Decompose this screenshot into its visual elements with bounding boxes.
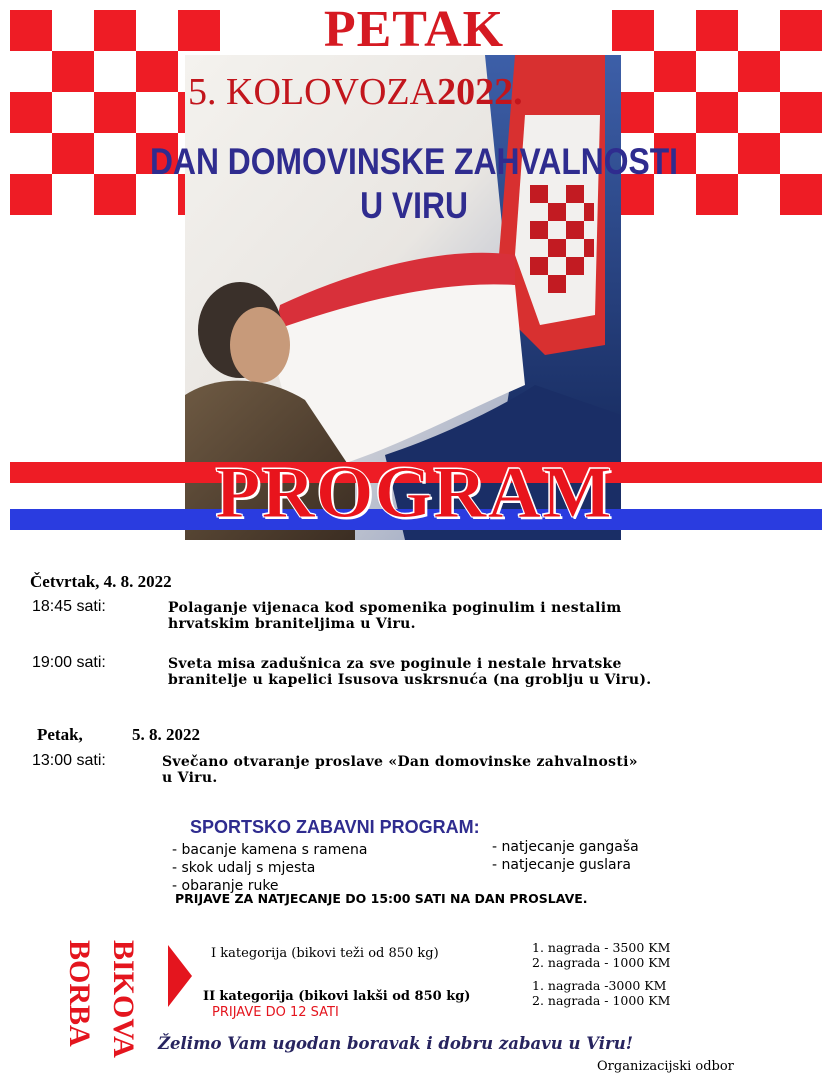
category2-label xyxy=(203,989,470,1004)
day2-item1-line1: Svečano otvaranje proslave «Dan domovinske zahvalnosti» xyxy=(162,754,638,770)
day2-item1-desc xyxy=(162,754,638,786)
day2-item1-line2: u Viru. xyxy=(162,770,218,787)
prize-line: 1. nagrada -3000 KM xyxy=(532,978,667,993)
event-title-line2: U VIRU xyxy=(360,185,468,227)
prize-line: 2. nagrada - 1000 KM xyxy=(532,955,671,970)
sport-item: - natjecanje guslara xyxy=(492,857,631,873)
day-title: PETAK xyxy=(323,1,505,58)
sport-item: - bacanje kamena s ramena xyxy=(172,842,368,858)
sport-item: - skok udalj s mjesta xyxy=(172,860,316,876)
sport-item: - obaranje ruke xyxy=(172,878,279,894)
category2-prizes xyxy=(532,978,670,1008)
sport-item: - natjecanje gangaša xyxy=(492,839,639,855)
day1-item2-desc xyxy=(168,656,651,688)
event-title xyxy=(58,140,770,229)
event-title-line1: DAN DOMOVINSKE ZAHVALNOSTI xyxy=(150,141,678,182)
day2-label: Petak, xyxy=(37,725,83,744)
day1-heading: Četvrtak, 4. 8. 2022 xyxy=(30,572,172,591)
category1-prizes xyxy=(532,940,670,970)
closing-wish: Želimo Vam ugodan boravak i dobru zabavu u Viru! xyxy=(158,1034,633,1053)
prize-line: 2. nagrada - 1000 KM xyxy=(532,993,671,1008)
sport-left-list xyxy=(172,841,367,895)
program-banner-title: PROGRAM xyxy=(215,452,613,534)
bullfight-registration: PRIJAVE DO 12 SATI xyxy=(212,1005,339,1020)
day1-item1-time: 18:45 sati: xyxy=(32,598,106,615)
day1-item1-desc xyxy=(168,600,621,632)
day1-item2-time: 19:00 sati: xyxy=(32,654,106,671)
year-text: 2022. xyxy=(437,71,523,113)
day1-item2-line2: branitelje u kapelici Isusova uskrsnuća (na groblju u Viru). xyxy=(168,672,652,689)
bullfight-word1: BORBA xyxy=(63,940,96,1047)
event-date xyxy=(188,70,523,114)
arrow-icon xyxy=(168,945,192,1007)
category2-text: kategorija (bikovi lakši od 850 kg) xyxy=(219,989,471,1004)
category1-label: I kategorija (bikovi teži od 850 kg) xyxy=(211,946,439,961)
sport-right-list xyxy=(492,838,639,874)
sport-registration-note: PRIJAVE ZA NATJECANJE DO 15:00 SATI NA DAN PROSLAVE. xyxy=(175,891,588,906)
day2-item1-time: 13:00 sati: xyxy=(32,752,106,769)
day1-item2-line1: Sveta misa zadušnica za sve poginule i nestale hrvatske xyxy=(168,656,622,672)
day1-item1-line1: Polaganje vijenaca kod spomenika poginulim i nestalim xyxy=(168,600,622,616)
day2-date: 5. 8. 2022 xyxy=(132,725,200,744)
bullfight-word2: BIKOVA xyxy=(107,940,140,1058)
organizer-signature: Organizacijski odbor xyxy=(597,1059,734,1074)
category2-prefix: II xyxy=(203,989,216,1004)
sport-heading: SPORTSKO ZABAVNI PROGRAM: xyxy=(190,817,480,837)
day1-item1-line2: hrvatskim braniteljima u Viru. xyxy=(168,616,416,633)
prize-line: 1. nagrada - 3500 KM xyxy=(532,940,671,955)
date-text: 5. KOLOVOZA xyxy=(188,71,438,113)
